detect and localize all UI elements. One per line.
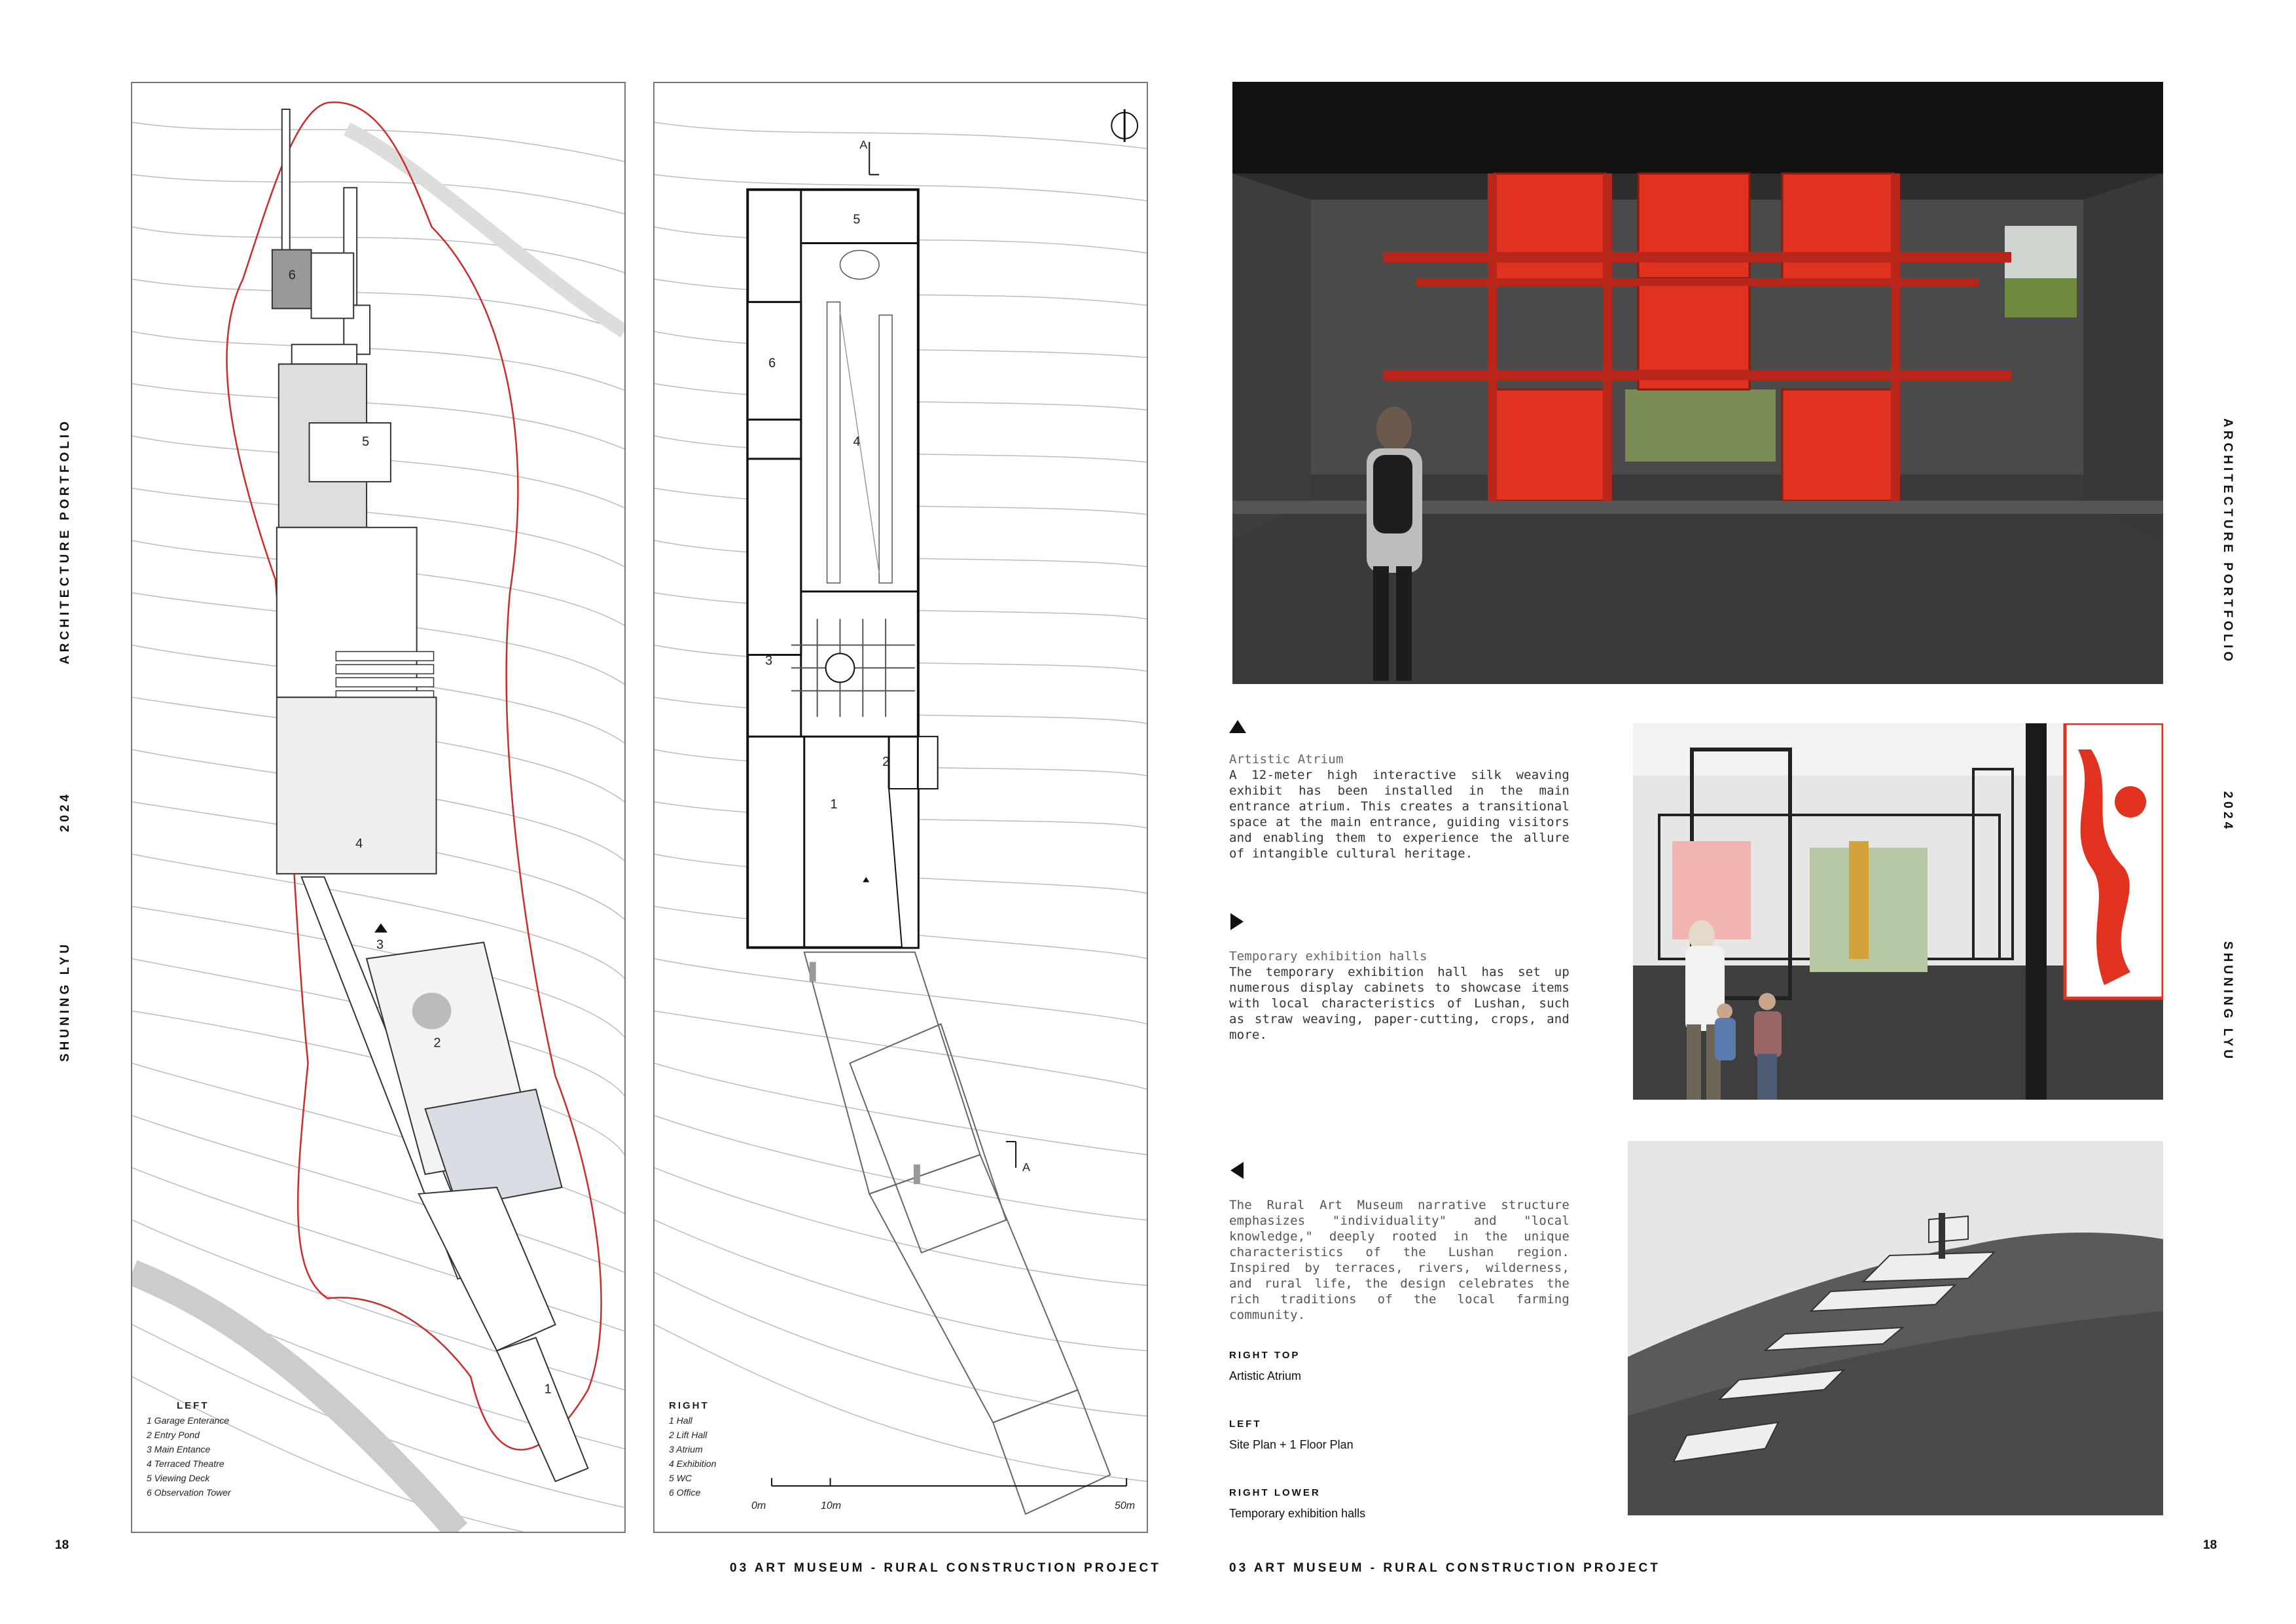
site-plan-drawing [132, 83, 624, 1532]
caption-value-left: Site Plan + 1 Floor Plan [1229, 1438, 1354, 1451]
caption-value-right-lower: Temporary exhibition halls [1229, 1507, 1366, 1520]
left-legend-title: LEFT [177, 1400, 209, 1411]
atrium-description [1229, 751, 1570, 861]
right-legend-item: 1 Hall [669, 1415, 692, 1426]
left-legend-item: 5 Viewing Deck [147, 1473, 210, 1483]
caption-heading-right-top: RIGHT TOP [1229, 1350, 1300, 1361]
right-legend-item: 4 Exhibition [669, 1458, 717, 1469]
site-zone-3: 3 [376, 937, 384, 952]
section-marker-top: A [859, 137, 868, 151]
atrium-render-image [1232, 82, 2163, 684]
right-legend-item: 2 Lift Hall [669, 1430, 708, 1440]
floor-zone-1: 1 [830, 797, 838, 812]
right-legend-title: RIGHT [669, 1400, 709, 1411]
author-right: SHUNING LYU [2221, 941, 2234, 1062]
year-left: 2024 [58, 791, 72, 833]
site-plan-left [131, 82, 626, 1533]
site-zone-4: 4 [355, 836, 363, 851]
year-right: 2024 [2221, 791, 2234, 833]
left-legend-item: 2 Entry Pond [147, 1430, 200, 1440]
portfolio-label-right: ARCHITECTURE PORTFOLIO [2221, 418, 2234, 664]
exhibition-render [1633, 723, 2163, 1100]
site-zone-2: 2 [433, 1036, 441, 1051]
project-title-left: 03 ART MUSEUM - RURAL CONSTRUCTION PROJECT [730, 1561, 1161, 1575]
scale-label-0: 0m [751, 1500, 766, 1511]
left-legend-item: 1 Garage Enterance [147, 1415, 230, 1426]
floor-zone-2: 2 [882, 755, 890, 770]
right-legend [669, 1399, 716, 1500]
halls-title: Temporary exhibition halls [1229, 949, 1427, 964]
atrium-render [1232, 82, 2163, 684]
author-left: SHUNING LYU [58, 941, 72, 1062]
page-number-right: 18 [2203, 1538, 2217, 1552]
narrative-description: The Rural Art Museum narrative structure emphasizes "individuality" and "local knowledge," deeply rooted in the unique characteristics of the Lushan region. Inspired by terraces, rivers, wilderness, and rural life, the design celebrates the rich traditions of the local farming community. [1229, 1198, 1570, 1322]
floor-plan-drawing [655, 83, 1147, 1532]
right-legend-item: 5 WC [669, 1473, 692, 1483]
left-legend-item: 3 Main Entance [147, 1444, 211, 1454]
floor-zone-5: 5 [853, 212, 861, 227]
floor-zone-6: 6 [768, 356, 776, 371]
triangle-up-icon [1229, 720, 1246, 733]
section-marker-bottom: A [1022, 1160, 1030, 1174]
triangle-right-icon [1230, 913, 1244, 930]
caption-value-right-top: Artistic Atrium [1229, 1369, 1302, 1382]
project-title-right: 03 ART MUSEUM - RURAL CONSTRUCTION PROJECT [1229, 1561, 1660, 1575]
left-legend-item: 4 Terraced Theatre [147, 1458, 224, 1469]
left-legend [147, 1399, 231, 1500]
axonometric-render [1628, 1141, 2163, 1515]
axonometric-render-image [1628, 1141, 2163, 1515]
triangle-left-icon [1230, 1162, 1244, 1179]
left-legend-item: 6 Observation Tower [147, 1487, 231, 1498]
atrium-title: Artistic Atrium [1229, 752, 1344, 767]
atrium-body: A 12-meter high interactive silk weaving exhibit has been installed in the main entrance atrium. This creates a transitional space at the main entrance, guiding visitors and enabling them to experience the allure of intangible cultural heritage. [1229, 768, 1570, 861]
site-zone-1: 1 [544, 1382, 552, 1397]
floor-zone-4: 4 [853, 434, 861, 450]
halls-description [1229, 948, 1570, 1043]
halls-body: The temporary exhibition hall has set up numerous display cabinets to showcase items with local characteristics of Lushan, such as straw weaving, paper-cutting, crops, and more. [1229, 965, 1570, 1042]
caption-heading-right-lower: RIGHT LOWER [1229, 1487, 1321, 1498]
caption-heading-left: LEFT [1229, 1418, 1262, 1430]
scale-label-50: 50m [1115, 1500, 1136, 1511]
site-zone-5: 5 [362, 434, 370, 450]
site-zone-6: 6 [288, 268, 296, 283]
page-number-left: 18 [55, 1538, 69, 1552]
portfolio-label-left: ARCHITECTURE PORTFOLIO [58, 418, 72, 664]
floor-plan-right [653, 82, 1148, 1533]
floor-zone-3: 3 [765, 653, 773, 668]
exhibition-render-image [1633, 723, 2163, 1100]
right-legend-item: 6 Office [669, 1487, 701, 1498]
right-legend-item: 3 Atrium [669, 1444, 703, 1454]
scale-label-10: 10m [821, 1500, 842, 1511]
north-arrow-icon [1111, 109, 1138, 142]
